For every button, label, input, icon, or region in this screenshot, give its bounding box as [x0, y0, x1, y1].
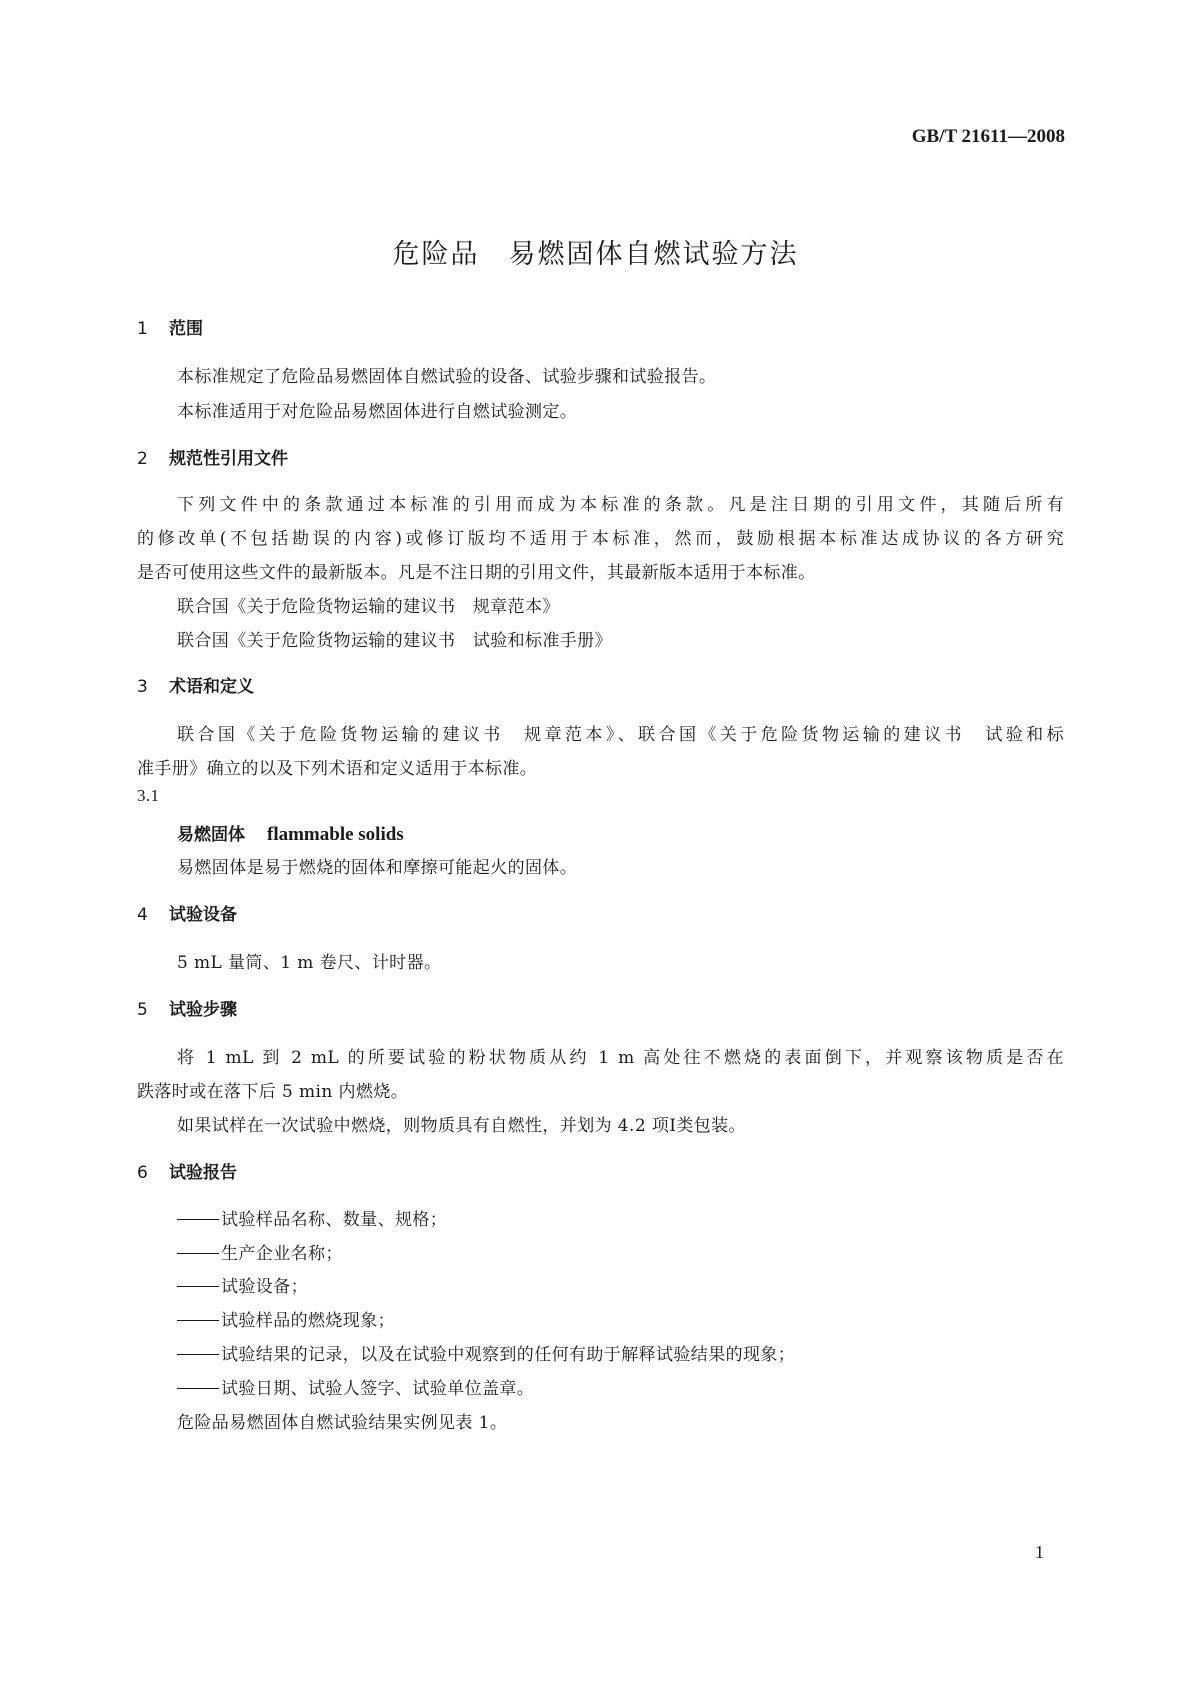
section-4-paragraph: 5 mL 量筒、1 m 卷尺、计时器。: [177, 953, 442, 973]
section-6-heading: [137, 1158, 237, 1183]
section-2-heading: [137, 444, 288, 469]
document-title: 危险品 易燃固体自燃试验方法: [392, 239, 799, 270]
term-english: flammable solids: [267, 824, 404, 845]
normative-reference: 联合国《关于危险货物运输的建议书 规章范本》: [177, 597, 560, 617]
em-dash: [177, 1219, 219, 1220]
report-item-text: 生产企业名称；: [221, 1244, 343, 1264]
report-list-item: [177, 1374, 534, 1399]
section-6-closing: 危险品易燃固体自燃试验结果实例见表 1。: [177, 1413, 508, 1433]
em-dash: [177, 1354, 219, 1355]
section-5-paragraph: 如果试样在一次试验中燃烧，则物质具有自燃性，并划为 4.2 项Ⅰ类包装。: [177, 1116, 746, 1136]
section-1-paragraph: 本标准规定了危险品易燃固体自燃试验的设备、试验步骤和试验报告。: [177, 367, 717, 387]
section-2-paragraph-line: 是否可使用这些文件的最新版本。凡是不注日期的引用文件，其最新版本适用于本标准。: [137, 563, 816, 583]
section-5-paragraph-line: 将 1 mL 到 2 mL 的所要试验的粉状物质从约 1 m 高处往不燃烧的表面倒下，并观察该物质是否在: [177, 1048, 1064, 1068]
section-title: 范围: [169, 319, 203, 339]
report-item-text: 试验设备；: [221, 1277, 308, 1297]
section-number: 6: [137, 1163, 148, 1183]
report-item-text: 试验日期、试验人签字、试验单位盖章。: [221, 1379, 535, 1399]
report-list-item: [177, 1239, 343, 1264]
em-dash: [177, 1388, 219, 1389]
section-number: 5: [137, 1000, 148, 1020]
section-number: 3: [137, 677, 148, 697]
section-3-paragraph-line: 联合国《关于危险货物运输的建议书 规章范本》、联合国《关于危险货物运输的建议书 试验和标: [177, 725, 1064, 745]
page-number: 1: [1035, 1542, 1044, 1562]
section-title: 试验设备: [169, 905, 237, 925]
section-title: 试验步骤: [169, 1000, 237, 1020]
report-list-item: [177, 1205, 447, 1230]
term-chinese: 易燃固体: [177, 825, 245, 845]
section-3-heading: [137, 672, 254, 697]
term-entry: [177, 820, 404, 846]
section-5-heading: [137, 995, 237, 1020]
section-1-heading: [137, 314, 203, 339]
section-title: 术语和定义: [169, 677, 254, 697]
section-title: 试验报告: [169, 1163, 237, 1183]
em-dash: [177, 1286, 219, 1287]
em-dash: [177, 1253, 219, 1254]
term-definition: 易燃固体是易于燃烧的固体和摩擦可能起火的固体。: [177, 858, 578, 878]
section-2-paragraph-line: 下列文件中的条款通过本标准的引用而成为本标准的条款。凡是注日期的引用文件，其随后所有: [177, 495, 1064, 515]
em-dash: [177, 1320, 219, 1321]
section-number: 1: [137, 319, 148, 339]
section-number: 4: [137, 905, 148, 925]
section-2-paragraph-line: 的修改单(不包括勘误的内容)或修订版均不适用于本标准，然而，鼓励根据本标准达成协议的各方研究: [137, 529, 1064, 549]
standard-code: GB/T 21611—2008: [911, 126, 1065, 147]
report-item-text: 试验样品名称、数量、规格；: [221, 1210, 448, 1230]
section-5-paragraph-line: 跌落时或在落下后 5 min 内燃烧。: [137, 1082, 409, 1102]
section-title: 规范性引用文件: [169, 449, 288, 469]
report-item-text: 试验样品的燃烧现象；: [221, 1311, 395, 1331]
section-4-heading: [137, 900, 237, 925]
report-item-text: 试验结果的记录，以及在试验中观察到的任何有助于解释试验结果的现象；: [221, 1345, 796, 1365]
section-number: 2: [137, 449, 148, 469]
section-3-paragraph-line: 准手册》确立的以及下列术语和定义适用于本标准。: [137, 759, 538, 779]
report-list-item: [177, 1272, 308, 1297]
report-list-item: [177, 1306, 395, 1331]
normative-reference: 联合国《关于危险货物运输的建议书 试验和标准手册》: [177, 631, 612, 651]
report-list-item: [177, 1340, 795, 1365]
section-1-paragraph: 本标准适用于对危险品易燃固体进行自燃试验测定。: [177, 402, 578, 422]
subsection-number: 3.1: [137, 786, 160, 805]
